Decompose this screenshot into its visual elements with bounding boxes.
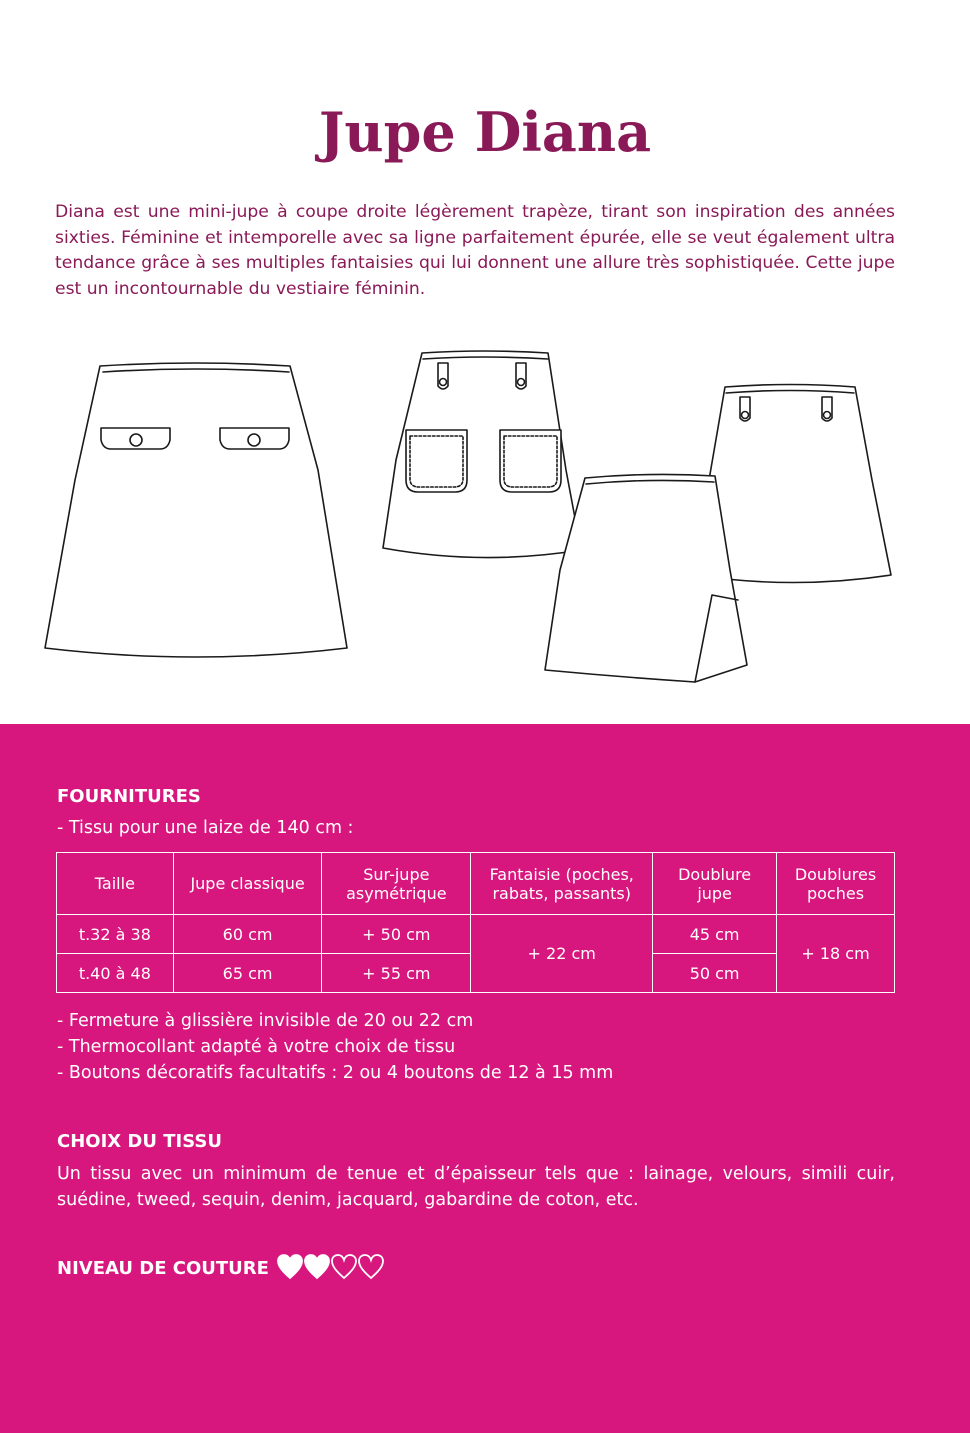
header-overskirt-label: Sur-jupe asymétrique: [346, 864, 447, 903]
heart-filled-icon: [305, 1255, 329, 1278]
skirt-pockets-sketch: [383, 351, 581, 558]
row1-classic: 60 cm: [173, 915, 322, 954]
yardage-table: [56, 852, 895, 993]
header-fantasy: [471, 853, 653, 915]
skirt-wrap-sketch: [545, 474, 747, 682]
fabric-width-line: - Tissu pour une laize de 140 cm :: [57, 818, 354, 838]
fantasy-cell: + 22 cm: [471, 915, 653, 993]
fournitures-heading: FOURNITURES: [57, 786, 201, 807]
heart-filled-icon: [278, 1255, 302, 1278]
header-classic: Jupe classique: [173, 853, 322, 915]
header-lining: [653, 853, 777, 915]
row2-lining: 50 cm: [653, 954, 777, 993]
fabric-text: Un tissu avec un minimum de tenue et d’épaisseur tels que : lainage, velours, simili cuir, suédine, tweed, sequin, denim, jacquard, gabardine de coton, etc.: [57, 1164, 895, 1210]
skirt-sketches: [0, 330, 970, 710]
row2-classic: 65 cm: [173, 954, 322, 993]
intro-text: Diana est une mini-jupe à coupe droite légèrement trapèze, tirant son inspiration des années sixties. Féminine et intemporelle avec sa ligne parfaitement épurée, elle se veut également ultra tendance grâce à ses multiples fantaisies qui lui donnent une allure très sophistiquée. Cette jupe est un incontournable du vestiaire féminin.: [55, 202, 895, 299]
page-title: Jupe Diana: [318, 100, 652, 164]
pocket-lining-cell: + 18 cm: [777, 915, 895, 993]
row1-overskirt: + 50 cm: [322, 915, 471, 954]
supply-item-interfacing: - Thermocollant adapté à votre choix de tissu: [57, 1037, 456, 1057]
fabric-heading: CHOIX DU TISSU: [57, 1131, 222, 1152]
header-overskirt: [322, 853, 471, 915]
heart-outline-icon: [332, 1255, 356, 1278]
header-size: Taille: [57, 853, 174, 915]
table-header-row: [57, 853, 895, 915]
row1-size: t.32 à 38: [57, 915, 174, 954]
heart-outline-icon: [359, 1255, 383, 1278]
skirt-classic-sketch: [45, 363, 347, 657]
header-fantasy-label: Fantaisie (poches, rabats, passants): [489, 864, 634, 903]
difficulty-hearts: [276, 1252, 388, 1282]
row2-overskirt: + 55 cm: [322, 954, 471, 993]
supply-item-buttons: - Boutons décoratifs facultatifs : 2 ou 4 boutons de 12 à 15 mm: [57, 1063, 614, 1083]
row2-size: t.40 à 48: [57, 954, 174, 993]
table-row: [57, 915, 895, 954]
level-heading: NIVEAU DE COUTURE: [57, 1258, 269, 1279]
header-lining-label: Doublure jupe: [678, 864, 752, 903]
row1-lining: 45 cm: [653, 915, 777, 954]
header-pocket-lining-label: Doublures poches: [794, 864, 877, 903]
info-panel: [0, 724, 970, 1433]
header-pocket-lining: [777, 853, 895, 915]
supply-item-zipper: - Fermeture à glissière invisible de 20 ou 22 cm: [57, 1011, 474, 1031]
